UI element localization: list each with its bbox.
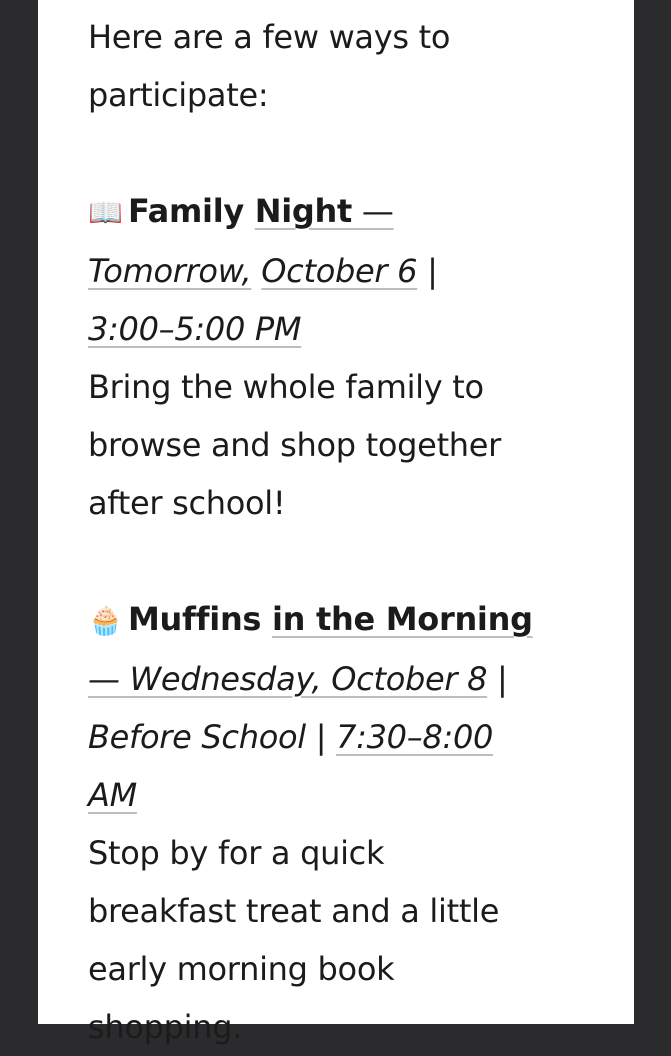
event-description-line: Stop by for a quick bbox=[88, 834, 385, 872]
event-muffins-time-cont bbox=[88, 766, 608, 824]
event-muffins-date bbox=[88, 650, 608, 708]
event-family-night-date bbox=[88, 242, 608, 300]
open-book-icon: 📖 bbox=[88, 196, 123, 229]
title-dash: — bbox=[352, 192, 394, 230]
separator: | bbox=[417, 252, 438, 290]
message-page bbox=[38, 0, 634, 1046]
date-link[interactable]: October 6 bbox=[261, 252, 418, 290]
date-link[interactable]: Tomorrow, bbox=[88, 252, 252, 290]
event-description-line: browse and shop together bbox=[88, 426, 502, 464]
cupcake-icon: 🧁 bbox=[88, 604, 123, 637]
event-description-line: breakfast treat and a little bbox=[88, 892, 500, 930]
event-description-line: early morning book bbox=[88, 950, 395, 988]
time-plain: Before School | bbox=[88, 718, 337, 756]
time-link[interactable]: 3:00–5:00 PM bbox=[88, 310, 302, 348]
event-title: Muffins in the Morning bbox=[128, 600, 533, 638]
time-link[interactable]: 7:30–8:00 bbox=[336, 718, 494, 756]
intro-line: participate: bbox=[88, 76, 269, 114]
event-title: Family Night bbox=[128, 192, 353, 230]
separator: | bbox=[487, 660, 508, 698]
event-family-night-heading bbox=[88, 182, 608, 242]
event-family-night-time bbox=[88, 300, 608, 358]
date-link[interactable]: — Wednesday, October 8 bbox=[88, 660, 488, 698]
event-muffins-time bbox=[88, 708, 608, 766]
event-description-line: after school! bbox=[88, 484, 286, 522]
event-muffins-heading bbox=[88, 590, 608, 650]
event-title-link[interactable]: Night bbox=[254, 192, 353, 230]
time-link[interactable]: AM bbox=[88, 776, 137, 814]
event-description-line: Bring the whole family to bbox=[88, 368, 484, 406]
intro-line: Here are a few ways to bbox=[88, 18, 451, 56]
message-body bbox=[88, 8, 608, 1056]
event-title-link[interactable]: in the Morning bbox=[272, 600, 533, 638]
event-description-line: shopping. bbox=[88, 1008, 243, 1046]
